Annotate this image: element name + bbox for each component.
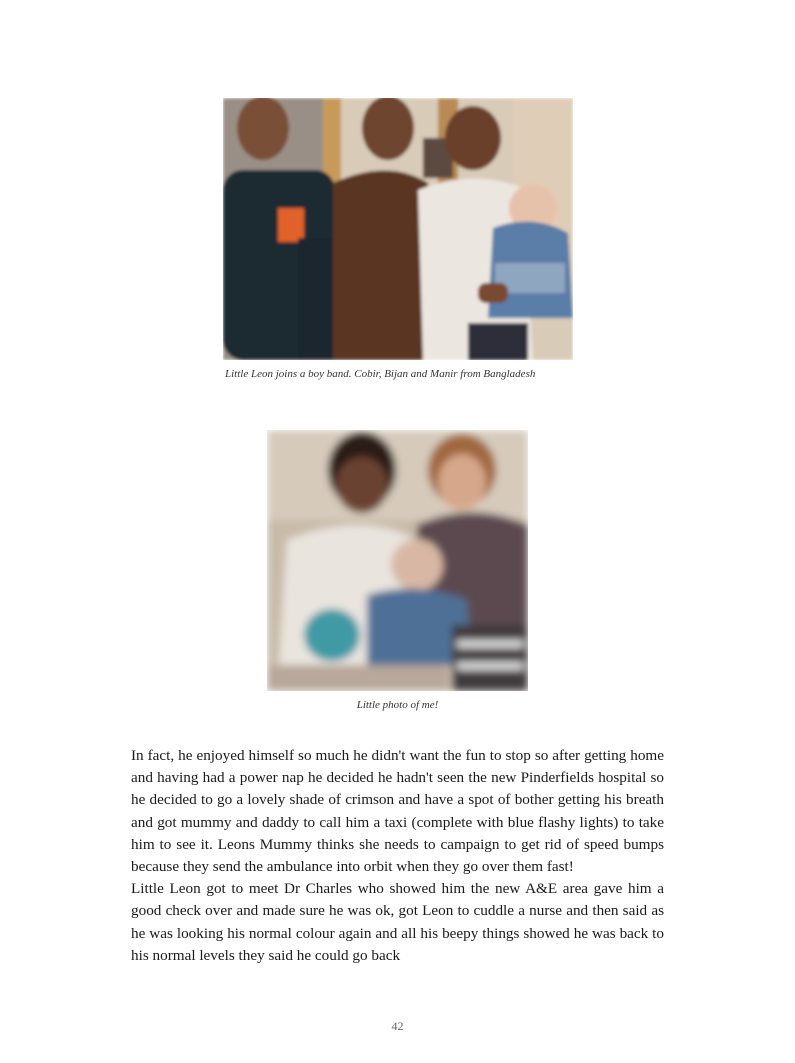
family-photo-caption: Little photo of me! bbox=[356, 699, 439, 711]
page-number: 42 bbox=[391, 1019, 404, 1033]
body-text bbox=[131, 745, 664, 967]
boy-band-photo-caption: Little Leon joins a boy band. Cobir, Bijan and Manir from Bangladesh bbox=[225, 368, 536, 380]
boy-band-photo bbox=[223, 98, 573, 360]
paragraph: Little Leon got to meet Dr Charles who showed him the new A&E area gave him a good check over and made sure he was ok, got Leon to cuddle a nurse and then said as he was looking his normal colour again and all his beepy things showed he was back to his normal levels they said he could go back bbox=[131, 880, 664, 964]
paragraph: In fact, he enjoyed himself so much he didn't want the fun to stop so after getting home and having had a power nap he decided he hadn't seen the new Pinderfields hospital so he decided to go a lovely shade of crimson and have a spot of bother getting his breath and got mummy and daddy to call him a taxi (complete with blue flashy lights) to take him to see it. Leons Mummy thinks she needs to campaign to get rid of speed bumps because they send the ambulance into orbit when they go over them fast! bbox=[131, 747, 664, 876]
boy-band-photo-image bbox=[223, 98, 573, 360]
family-photo bbox=[267, 430, 528, 691]
family-photo-image bbox=[267, 430, 528, 691]
